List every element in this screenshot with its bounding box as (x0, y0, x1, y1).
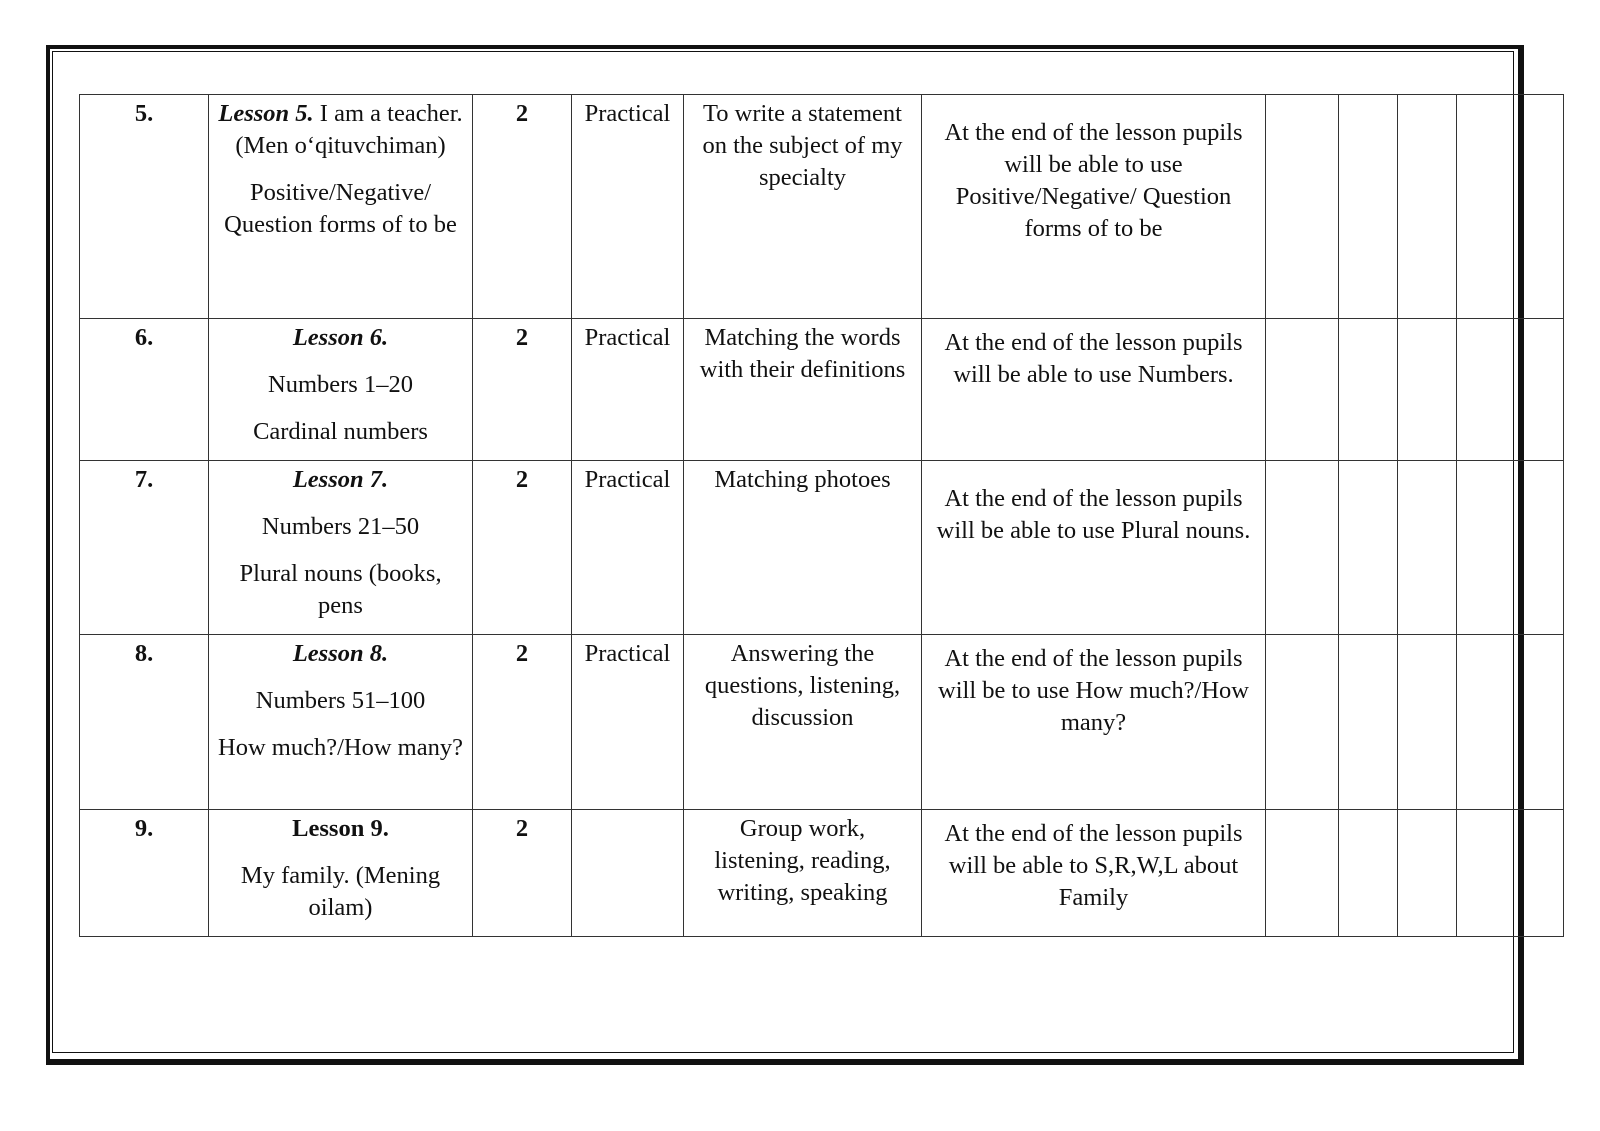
hours-cell: 2 (473, 810, 572, 937)
lesson-title: Lesson 6. (292, 324, 389, 351)
lesson-cell (209, 319, 473, 461)
empty-cell (1266, 461, 1339, 635)
hours-cell: 2 (473, 635, 572, 810)
empty-cell (1339, 95, 1398, 319)
activity-cell: Matching the words with their definitions (684, 319, 922, 461)
lesson-cell (209, 635, 473, 810)
lesson-plan-table (79, 94, 1564, 937)
empty-cell (1266, 635, 1339, 810)
outcome-cell: At the end of the lesson pupils will be to use How much?/How many? (922, 635, 1266, 810)
lesson-topic: Plural nouns (books, pens (239, 560, 442, 619)
empty-cell (1398, 810, 1457, 937)
lesson-heading (217, 813, 464, 845)
row-number: 5. (80, 95, 209, 319)
outcome-cell: At the end of the lesson pupils will be able to use Plural nouns. (922, 461, 1266, 635)
row-number: 6. (80, 319, 209, 461)
lesson-topic: Numbers 1–20 (268, 371, 413, 398)
hours-cell: 2 (473, 95, 572, 319)
empty-cell (1398, 95, 1457, 319)
lesson-heading (217, 98, 464, 162)
lesson-type-cell (572, 810, 684, 937)
empty-cell (1457, 635, 1564, 810)
empty-cell (1457, 461, 1564, 635)
lesson-topic: Positive/Negative/ Question forms of to be (224, 179, 457, 238)
lesson-topic: Numbers 51–100 (255, 687, 426, 714)
empty-cell (1398, 635, 1457, 810)
lesson-topic: Cardinal numbers (253, 418, 428, 445)
lesson-topic: How much?/How many? (218, 734, 463, 761)
activity-cell: To write a statement on the subject of my specialty (684, 95, 922, 319)
hours-cell: 2 (473, 319, 572, 461)
empty-cell (1398, 461, 1457, 635)
activity-cell: Answering the questions, listening, discussion (684, 635, 922, 810)
row-number: 9. (80, 810, 209, 937)
table-row (80, 810, 1564, 937)
empty-cell (1457, 95, 1564, 319)
table-row (80, 461, 1564, 635)
lesson-heading (217, 322, 464, 354)
lesson-title: Lesson 7. (292, 466, 389, 493)
lesson-heading (217, 638, 464, 670)
activity-cell: Matching photoes (684, 461, 922, 635)
empty-cell (1398, 319, 1457, 461)
empty-cell (1457, 810, 1564, 937)
empty-cell (1266, 810, 1339, 937)
lesson-title: Lesson 8. (292, 640, 389, 667)
empty-cell (1339, 635, 1398, 810)
lesson-cell (209, 461, 473, 635)
lesson-title: Lesson 5. (218, 100, 314, 127)
lesson-type-cell: Practical (572, 461, 684, 635)
row-number: 8. (80, 635, 209, 810)
lesson-cell (209, 95, 473, 319)
outcome-cell: At the end of the lesson pupils will be able to use Numbers. (922, 319, 1266, 461)
lesson-type-cell: Practical (572, 319, 684, 461)
lesson-heading (217, 464, 464, 496)
lesson-topic: Numbers 21–50 (261, 513, 420, 540)
table-row (80, 635, 1564, 810)
empty-cell (1339, 461, 1398, 635)
empty-cell (1266, 319, 1339, 461)
hours-cell: 2 (473, 461, 572, 635)
lesson-title: Lesson 9. (292, 815, 389, 842)
empty-cell (1339, 810, 1398, 937)
table-row (80, 319, 1564, 461)
table-row (80, 95, 1564, 319)
empty-cell (1457, 319, 1564, 461)
lesson-title-rest: I am a teacher. (Men o‘qituvchiman) (235, 100, 463, 159)
empty-cell (1339, 319, 1398, 461)
lesson-cell (209, 810, 473, 937)
lesson-topic: My family. (Mening oilam) (240, 862, 441, 921)
activity-cell: Group work, listening, reading, writing, speaking (684, 810, 922, 937)
lesson-type-cell: Practical (572, 635, 684, 810)
row-number: 7. (80, 461, 209, 635)
outcome-cell: At the end of the lesson pupils will be able to S,R,W,L about Family (922, 810, 1266, 937)
outcome-cell: At the end of the lesson pupils will be able to use Positive/Negative/ Question forms of to be (922, 95, 1266, 319)
lesson-type-cell: Practical (572, 95, 684, 319)
empty-cell (1266, 95, 1339, 319)
